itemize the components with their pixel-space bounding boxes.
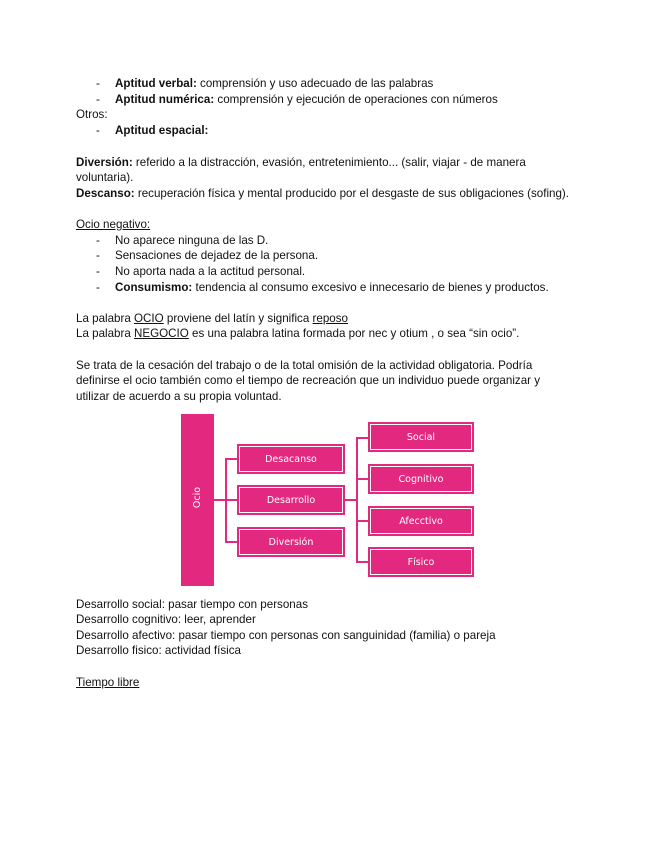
connector-line: [356, 520, 368, 522]
connector-line: [225, 541, 237, 543]
etimologia-ocio: La palabra OCIO proviene del latín y significa reposo: [76, 312, 348, 325]
term: Descanso:: [76, 187, 135, 200]
desc: Sensaciones de dejadez de la persona.: [115, 249, 319, 262]
diagram-node-diversion: Diversión: [237, 527, 345, 557]
bullet-dash: -: [96, 234, 100, 247]
diagram-node-afectivo: Afecctivo: [368, 506, 474, 536]
diagram-node-desarrollo: Desarrollo: [237, 485, 345, 515]
diagram-node-fisico: Físico: [368, 547, 474, 577]
connector-line: [225, 499, 237, 501]
connector-line: [356, 561, 368, 563]
paragraph-line: utilizar de acuerdo a su propia voluntad.: [76, 390, 282, 403]
bullet-dash: -: [96, 93, 100, 106]
diagram-root-label: Ocio: [192, 486, 203, 509]
section-heading: Tiempo libre: [76, 676, 140, 689]
term: Aptitud numérica:: [115, 93, 215, 106]
term: Consumismo:: [115, 281, 193, 294]
term: Aptitud espacial:: [115, 124, 209, 137]
definition-descanso: [76, 186, 569, 201]
diagram-node-descanso: Desacanso: [237, 444, 345, 474]
connector-line: [356, 478, 368, 480]
desc: No aparece ninguna de las D.: [115, 234, 269, 247]
term: Diversión:: [76, 156, 133, 169]
desc: No aporta nada a la actitud personal.: [115, 265, 306, 278]
etimologia-negocio: La palabra NEGOCIO es una palabra latina formada por nec y otium , o sea “sin ocio”.: [76, 327, 520, 340]
desc: comprensión y uso adecuado de las palabras: [196, 77, 434, 90]
bullet-dash: -: [96, 77, 100, 90]
diagram-node-social: Social: [368, 422, 474, 452]
desarrollo-line: Desarrollo social: pasar tiempo con personas: [76, 598, 308, 611]
keyword: reposo: [312, 312, 348, 325]
definition-diversion-cont: voluntaria).: [76, 171, 134, 184]
desarrollo-line: Desarrollo cognitivo: leer, aprender: [76, 613, 256, 626]
desc: comprensión y ejecución de operaciones con números: [214, 93, 498, 106]
bullet-dash: -: [96, 265, 100, 278]
desc: referido a la distracción, evasión, entretenimiento... (salir, viajar - de manera: [132, 156, 526, 169]
bullet-dash: -: [96, 124, 100, 137]
desc: tendencia al consumo excesivo e innecesario de bienes y productos.: [192, 281, 549, 294]
otros-label: Otros:: [76, 108, 108, 121]
keyword: OCIO: [134, 312, 164, 325]
connector-line: [356, 437, 368, 439]
desc: recuperación física y mental producido por el desgaste de sus obligaciones (sofing).: [134, 187, 570, 200]
desarrollo-line: Desarrollo afectivo: pasar tiempo con personas con sanguinidad (familia) o pareja: [76, 629, 496, 642]
connector-line: [356, 437, 358, 563]
paragraph-line: definirse el ocio también como el tiempo de recreación que un individuo puede organizar y: [76, 374, 541, 387]
paragraph-line: Se trata de la cesación del trabajo o de la total omisión de la actividad obligatoria. Podría: [76, 359, 533, 372]
definition-diversion: [76, 155, 526, 170]
term: Aptitud verbal:: [115, 77, 197, 90]
bullet-dash: -: [96, 249, 100, 262]
connector-line: [225, 458, 237, 460]
keyword: NEGOCIO: [134, 327, 189, 340]
desarrollo-line: Desarrollo fisico: actividad física: [76, 644, 241, 657]
diagram-node-cognitivo: Cognitivo: [368, 464, 474, 494]
bullet-dash: -: [96, 281, 100, 294]
section-heading: Ocio negativo:: [76, 218, 151, 231]
